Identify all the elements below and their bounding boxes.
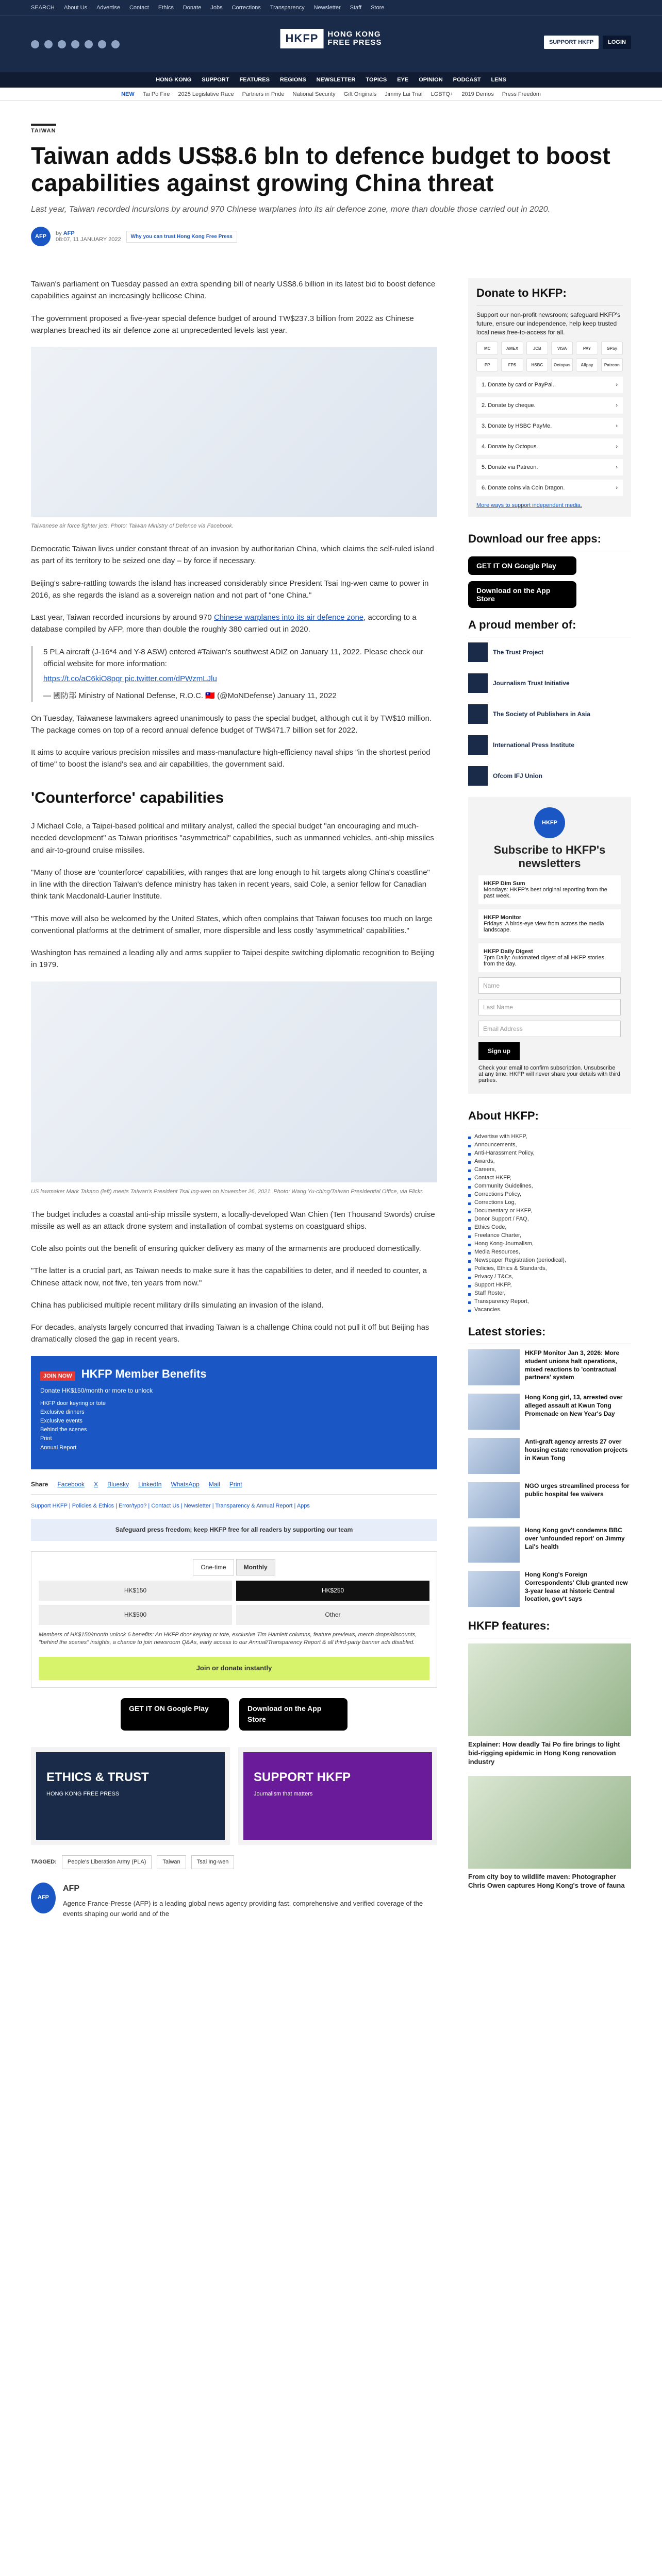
logo-mark: HKFP	[280, 29, 324, 48]
payment-icon: Patreon	[601, 358, 623, 371]
about-link[interactable]: Careers,	[468, 1166, 631, 1173]
about-link[interactable]: Hong Kong-Journalism,	[468, 1241, 631, 1247]
donate-option-label: 5. Donate via Patreon.	[482, 464, 538, 471]
payment-icon: FPS	[501, 358, 523, 371]
embedded-tweet: 5 PLA aircraft (J-16*4 and Y-8 ASW) entered #Taiwan's southwest ADIZ on January 11, 2022. Please check our official website for more information: https://t.co/aC6kiO8pqr pic.twitter.com/dPWzmLJlu — 國防部 Ministry of National Defense, R.O.C. 🇹🇼 (@MoNDefense) January 11, 2022	[31, 646, 437, 702]
features-title: HKFP features:	[468, 1619, 631, 1638]
tag-chip[interactable]: People's Liberation Army (PLA)	[62, 1855, 152, 1869]
tags	[31, 1855, 437, 1869]
member-name: International Press Institute	[493, 741, 575, 749]
donate-option[interactable]	[476, 418, 623, 434]
incursion-link[interactable]: Chinese warplanes into its air defence zone	[213, 613, 364, 622]
benefit-item: Exclusive dinners	[40, 1409, 85, 1416]
benefit-item: HKFP door keyring or tote	[40, 1400, 106, 1407]
app-store-button[interactable]: Download on the App Store	[239, 1698, 347, 1731]
share-x[interactable]: X	[94, 1480, 98, 1488]
nav-item[interactable]: SUPPORT	[202, 77, 229, 83]
story-title: Hong Kong gov't condemns BBC over 'unfounded report' on Jimmy Lai's health	[525, 1527, 625, 1550]
article-header	[31, 124, 631, 246]
benefit-item: Behind the scenes	[40, 1427, 87, 1433]
share-print[interactable]: Print	[229, 1480, 242, 1488]
paragraph: "This move will also be welcomed by the United States, which often complains that Taiwan focuses too much on large conventional platforms at the detriment of smaller, more dispersible and less costly 'asymmetrical' capabilities."	[31, 914, 433, 935]
paragraph: It aims to acquire various precision missiles and mass-manufacture high-efficiency naval ships "in the shortest period of time" to boost the island's sea and air capabilities, the government said.	[31, 748, 431, 769]
amount-option[interactable]: HK$150	[39, 1581, 232, 1601]
member-org[interactable]	[468, 735, 631, 755]
donate-option[interactable]	[476, 438, 623, 455]
share-linkedin[interactable]: LinkedIn	[138, 1480, 162, 1488]
about-link[interactable]: Corrections Log,	[468, 1199, 631, 1206]
member-name: Journalism Trust Initiative	[493, 680, 570, 687]
about-link[interactable]: Contact HKFP,	[468, 1175, 631, 1181]
member-logo	[468, 642, 488, 662]
payment-icon: JCB	[526, 342, 548, 355]
story-title: Hong Kong's Foreign Correspondents' Club granted new 3-year lease at historic Central location, gov't says	[525, 1571, 628, 1603]
donate-box: Donate to HKFP: Support our non-profit newsroom; safeguard HKFP's future, ensure our independence, help keep trusted local news free-to-access for all. MC AMEX JCB VISA PAY GPay PP FPS HSBC Octopus Alipay Patreon 1. Donate by card or PayPal. › 2. Donate by cheque. › 3. Donate by HSBC PayMe. › 4. Donate by Octopus. › 5. Donate via Patreon. › 6. Donate coins via Coin Dragon. › More ways to support independent media.	[468, 278, 631, 517]
paragraph: The government proposed a five-year special defence budget of around TW$237.3 billion from 2022 as Chinese warplanes breached its air defence zone at unprecedented levels last year.	[31, 314, 414, 335]
about-link[interactable]: Anti-Harassment Policy,	[468, 1150, 631, 1156]
site-header	[0, 15, 662, 72]
social-links	[31, 40, 120, 48]
about-link[interactable]: Community Guidelines,	[468, 1183, 631, 1189]
topbar-item[interactable]: Donate	[183, 5, 202, 11]
nav-item[interactable]: FEATURES	[239, 77, 270, 83]
trending-item[interactable]: Gift Originals	[343, 91, 377, 97]
tagged-label: TAGGED:	[31, 1858, 57, 1865]
story-thumb	[468, 1349, 520, 1385]
paragraph: J Michael Cole, a Taipei-based political and military analyst, called the special budget "an encouraging and much-needed development" as Taiwan prioritises "asymmetrical" capabilities, such as unmanned vehicles, anti-ship missiles and air-to-ground cruise missiles.	[31, 822, 434, 855]
story-thumb	[468, 1571, 520, 1607]
nav-item[interactable]: TOPICS	[366, 77, 387, 83]
paragraph: The budget includes a coastal anti-ship missile system, a locally-developed Wan Chien (Ten Thousand Swords) cruise missile as well as an attack drone system and installation of combat systems on coastguard ships.	[31, 1210, 435, 1231]
benefit-item: Annual Report	[40, 1444, 77, 1451]
paragraph: For decades, analysts largely concurred that invading Taiwan is a challenge China could not pull it off but Beijing has dramatically closed the gap in recent years.	[31, 1323, 429, 1344]
about-link[interactable]: Newspaper Registration (periodical),	[468, 1257, 631, 1263]
tweet-link[interactable]: https://t.co/aC6kiO8pqr pic.twitter.com/dPWzmLJlu	[43, 674, 217, 684]
donate-option[interactable]	[476, 480, 623, 496]
paragraph: "The latter is a crucial part, as Taiwan needs to make sure it has the capabilities to deter, and if needed to counter, a Chinese attack now, not five, ten years from now."	[31, 1266, 427, 1287]
about-link[interactable]: Advertise with HKFP,	[468, 1133, 631, 1140]
nav-item[interactable]: OPINION	[419, 77, 443, 83]
paragraph: On Tuesday, Taiwanese lawmakers agreed unanimously to pass the special budget, although cut it by TW$10 million. The package comes on top of a record annual defence budget of TW$471.7 billion set for 2022.	[31, 714, 432, 735]
article-lede: Last year, Taiwan recorded incursions by around 970 Chinese warplanes into its air defence zone, more than double those carried out in 2020.	[31, 205, 551, 214]
trending-item[interactable]: LGBTQ+	[431, 91, 454, 97]
paragraph: Taiwan's parliament on Tuesday passed an extra spending bill of nearly US$8.6 billion in its latest bid to boost defence capabilities against an increasingly bellicose China.	[31, 280, 436, 301]
nav-item[interactable]: NEWSLETTER	[316, 77, 356, 83]
feature-story[interactable]	[468, 1643, 631, 1767]
topbar-item[interactable]: Store	[371, 5, 385, 11]
tag-chip[interactable]: Tsai Ing-wen	[191, 1855, 235, 1869]
donate-option[interactable]	[476, 459, 623, 476]
member-logo	[468, 735, 488, 755]
paragraph: "Many of those are 'counterforce' capabilities, with ranges that are long enough to hit targets along China's coastline" in line with the direction Taiwan's defence ministry has taken in recent years, said Cole, a senior fellow for Canadian think tank Macdonald-Laurier Institute.	[31, 868, 430, 901]
chevron-right-icon: ›	[616, 444, 618, 450]
photo-caption-2: US lawmaker Mark Takano (left) meets Taiwan's President Tsai Ing-wen on November 26, 2021. Photo: Wang Yu-ching/Taiwan Presidential Office, via Flickr.	[31, 1188, 424, 1195]
feature-story[interactable]	[468, 1776, 631, 1890]
donate-option-label: 1. Donate by card or PayPal.	[482, 382, 554, 388]
about-link[interactable]: Corrections Policy,	[468, 1191, 631, 1197]
newsletter-box: HKFP Subscribe to HKFP's newsletters HKFP Dim Sum Mondays: HKFP's best original reporting from the past week. HKFP Monitor Fridays: A birds-eye view from across the media landscape. HKFP Daily Digest 7pm Daily: Automated digest of all HKFP stories from the day. Name Last Name Email Address Sign up Check your email to confirm subscription. Unsubscribe at any time. HKFP will never share your details with third parties.	[468, 797, 631, 1094]
newsletter-name: HKFP Dim Sum	[484, 880, 525, 887]
topbar-item[interactable]: Transparency	[270, 5, 305, 11]
member-logo	[468, 704, 488, 724]
payment-icon: HSBC	[526, 358, 548, 371]
promo-ethics[interactable]: ETHICS & TRUST HONG KONG FREE PRESS	[31, 1747, 230, 1845]
paragraph: Last year, Taiwan recorded incursions by around 970 Chinese warplanes into its air defence zone, according to a database compiled by AFP, more than double the roughly 380 carried out in 2020.	[31, 613, 417, 634]
about-link[interactable]: Support HKFP,	[468, 1282, 631, 1288]
donate-option[interactable]	[476, 397, 623, 414]
feature-title: Explainer: How deadly Tai Po fire brings to light bid-rigging epidemic in Hong Kong renovation industry	[468, 1740, 620, 1766]
feature-thumb	[468, 1776, 631, 1869]
payment-icon: AMEX	[501, 342, 523, 355]
author-name[interactable]: AFP	[63, 230, 75, 237]
chevron-right-icon: ›	[616, 485, 618, 492]
about-link[interactable]: Policies, Ethics & Standards,	[468, 1265, 631, 1272]
latest-story[interactable]	[468, 1438, 631, 1474]
about-link[interactable]: Staff Roster,	[468, 1290, 631, 1296]
about-link[interactable]: Documentary or HKFP,	[468, 1208, 631, 1214]
more-ways-link[interactable]: More ways to support independent media.	[476, 502, 582, 509]
support-button[interactable]: SUPPORT HKFP	[544, 36, 599, 49]
newsletter-name: HKFP Daily Digest	[484, 948, 533, 955]
apps-title: Download our free apps:	[468, 532, 631, 551]
main-nav	[0, 72, 662, 88]
about-link[interactable]: Announcements,	[468, 1142, 631, 1148]
trending-item[interactable]: Tai Po Fire	[142, 91, 170, 97]
author-avatar[interactable]: AFP	[31, 227, 51, 246]
amount-option[interactable]: HK$500	[39, 1605, 232, 1625]
benefit-item: Print	[40, 1435, 52, 1442]
topbar-item[interactable]: Advertise	[96, 5, 120, 11]
about-link[interactable]: Privacy / T&Cs,	[468, 1274, 631, 1280]
paragraph: Cole also points out the benefit of ensuring quicker delivery as many of the armaments are produced domestically.	[31, 1244, 421, 1253]
nav-item[interactable]: PODCAST	[453, 77, 481, 83]
sidebar-app-store[interactable]: Download on the App Store	[468, 581, 576, 608]
member-name: The Society of Publishers in Asia	[493, 710, 590, 718]
new-badge: NEW	[121, 91, 135, 97]
trending-nav	[0, 88, 662, 101]
tag-chip[interactable]: Taiwan	[157, 1855, 186, 1869]
top-bar	[0, 0, 662, 15]
join-donate-button[interactable]: Join or donate instantly	[39, 1657, 429, 1680]
newsletter-desc: Mondays: HKFP's best original reporting from the past week.	[484, 887, 607, 900]
payment-icon: Octopus	[551, 358, 573, 371]
chevron-right-icon: ›	[616, 382, 618, 388]
trending-item[interactable]: 2025 Legislative Race	[178, 91, 234, 97]
share-label: Share	[31, 1480, 48, 1488]
story-title: HKFP Monitor Jan 3, 2026: More student unions halt operations, mixed reactions to 'contractual partners' system	[525, 1349, 620, 1381]
latest-story[interactable]	[468, 1349, 631, 1385]
donate-option-label: 3. Donate by HSBC PayMe.	[482, 423, 552, 430]
section-heading: 'Counterforce' capabilities	[31, 789, 224, 806]
telegram-icon[interactable]	[98, 40, 106, 48]
member-org[interactable]	[468, 673, 631, 693]
payment-icon: GPay	[601, 342, 623, 355]
chevron-right-icon: ›	[616, 464, 618, 471]
paragraph: Beijing's sabre-rattling towards the island has increased considerably since President Tsai Ing-wen came to power in 2016, as she regards the island as a sovereign nation and not part of "one China."	[31, 579, 429, 600]
nav-item[interactable]: LENS	[491, 77, 506, 83]
about-link[interactable]: Freelance Charter,	[468, 1232, 631, 1239]
login-button[interactable]: LOGIN	[603, 36, 631, 49]
donation-tab[interactable]: One-time	[193, 1559, 234, 1576]
donate-title: Donate to HKFP:	[476, 286, 623, 306]
article-photo	[31, 347, 437, 517]
about-title: About HKFP:	[468, 1109, 631, 1128]
footer-links[interactable]: Support HKFP | Policies & Ethics | Error/typo? | Contact Us | Newsletter | Transparency & Annual Report | Apps	[31, 1503, 310, 1510]
story-thumb	[468, 1394, 520, 1430]
amount-option[interactable]: Other	[236, 1605, 429, 1625]
logo-text: HONG KONG FREE PRESS	[327, 29, 382, 47]
member-benefits-banner[interactable]: JOIN NOW HKFP Member Benefits Donate HK$150/month or more to unlock HKFP door keyring or tote Exclusive dinners Exclusive events Behind the scenes Print Annual Report	[31, 1356, 437, 1469]
article-body	[31, 278, 437, 1929]
payment-icon: MC	[476, 342, 498, 355]
safeguard-banner: Safeguard press freedom; keep HKFP free for all readers by supporting our team	[31, 1519, 437, 1541]
topbar-item[interactable]: Jobs	[210, 5, 223, 11]
about-link[interactable]: Awards,	[468, 1158, 631, 1164]
youtube-icon[interactable]	[71, 40, 79, 48]
about-link[interactable]: Vacancies.	[468, 1307, 631, 1313]
story-title: Hong Kong girl, 13, arrested over alleged assault at Kwun Tong Promenade on New Year's Day	[525, 1394, 623, 1417]
trending-item[interactable]: Partners in Pride	[242, 91, 285, 97]
author-bio: AFP AFP Agence France-Presse (AFP) is a leading global news agency providing fast, comprehensive and verified coverage of the events shaping our world and of the	[31, 1883, 437, 1929]
newsletter-option[interactable]	[478, 909, 621, 938]
donation-tab[interactable]: Monthly	[236, 1559, 275, 1576]
donate-option-label: 2. Donate by cheque.	[482, 402, 536, 409]
payment-icon: VISA	[551, 342, 573, 355]
member-name: The Trust Project	[493, 649, 544, 656]
story-title: Anti-graft agency arrests 27 over housing estate renovation projects in Kwun Tong	[525, 1438, 628, 1462]
story-thumb	[468, 1527, 520, 1563]
signup-field[interactable]: Email Address	[478, 1021, 621, 1037]
feature-title: From city boy to wildlife maven: Photographer Chris Owen captures Hong Kong's trove of fauna	[468, 1873, 625, 1889]
member-logo	[468, 766, 488, 786]
latest-title: Latest stories:	[468, 1325, 631, 1344]
share-mail[interactable]: Mail	[208, 1480, 220, 1488]
latest-story[interactable]	[468, 1394, 631, 1430]
payment-icon: PAY	[576, 342, 598, 355]
topbar-item[interactable]: Ethics	[158, 5, 174, 11]
linkedin-icon[interactable]	[85, 40, 93, 48]
latest-story[interactable]	[468, 1527, 631, 1563]
signup-field[interactable]: Last Name	[478, 999, 621, 1015]
x-icon[interactable]	[44, 40, 53, 48]
section-tag[interactable]: TAIWAN	[31, 124, 56, 134]
topbar-item[interactable]: Staff	[350, 5, 362, 11]
member-org[interactable]	[468, 642, 631, 662]
about-link[interactable]: Ethics Code,	[468, 1224, 631, 1230]
amount-option[interactable]: HK$250	[236, 1581, 429, 1601]
sidebar-google-play[interactable]: GET IT ON Google Play	[468, 556, 576, 575]
feature-thumb	[468, 1643, 631, 1736]
trending-item[interactable]: Jimmy Lai Trial	[385, 91, 423, 97]
topbar-item[interactable]: SEARCH	[31, 5, 55, 11]
member-org[interactable]	[468, 766, 631, 786]
paragraph: Democratic Taiwan lives under constant threat of an invasion by authoritarian China, which claims the self-ruled island as part of its territory to be seized one day – by force if necessary.	[31, 545, 434, 566]
newsletter-option[interactable]	[478, 875, 621, 904]
site-logo[interactable]	[280, 29, 382, 48]
nav-item[interactable]: HONG KONG	[156, 77, 192, 83]
latest-story[interactable]	[468, 1571, 631, 1607]
trust-link[interactable]: Why you can trust Hong Kong Free Press	[126, 231, 237, 243]
article-title: Taiwan adds US$8.6 bln to defence budget to boost capabilities against growing China threat	[31, 142, 610, 196]
newsletter-name: HKFP Monitor	[484, 914, 522, 921]
publish-date: 08:07, 11 JANUARY 2022	[56, 236, 121, 243]
share-facebook[interactable]: Facebook	[57, 1480, 85, 1488]
google-play-button[interactable]: GET IT ON Google Play	[121, 1698, 229, 1731]
payment-icon: Alipay	[576, 358, 598, 371]
chevron-right-icon: ›	[616, 402, 618, 409]
photo-caption: Taiwanese air force fighter jets. Photo: Taiwan Ministry of Defence via Facebook.	[31, 523, 234, 529]
sidebar	[468, 278, 631, 1900]
donate-option-label: 6. Donate coins via Coin Dragon.	[482, 485, 565, 492]
paragraph: Washington has remained a leading ally and arms supplier to Taipei despite switching diplomatic recognition to Beijing in 1979.	[31, 948, 435, 970]
members-title: A proud member of:	[468, 618, 631, 637]
topbar-item[interactable]: About Us	[63, 5, 88, 11]
facebook-icon[interactable]	[31, 40, 39, 48]
donate-option[interactable]	[476, 377, 623, 393]
article-photo-2	[31, 981, 437, 1182]
chevron-right-icon: ›	[616, 423, 618, 430]
donation-widget: One-time Monthly HK$150 HK$250 HK$500 Other Members of HK$150/month unlock 6 benefits: An HKFP door keyring or tote, exclusive Tim Hamlett columns, feature previews, merch drops/discounts, "behind the scenes" insights, a chance to join newsroom Q&As, early access to our Annual/Transparency Report & all third-party banner ads disabled. Join or donate instantly	[31, 1551, 437, 1688]
member-org[interactable]	[468, 704, 631, 724]
signup-button[interactable]: Sign up	[478, 1042, 520, 1060]
member-logo	[468, 673, 488, 693]
topbar-item[interactable]: Contact	[129, 5, 149, 11]
promo-support[interactable]: SUPPORT HKFP Journalism that matters	[238, 1747, 437, 1845]
share-whatsapp[interactable]: WhatsApp	[171, 1480, 200, 1488]
trending-item[interactable]: National Security	[292, 91, 336, 97]
newsletter-option[interactable]	[478, 943, 621, 972]
share-bluesky[interactable]: Bluesky	[107, 1480, 129, 1488]
story-title: NGO urges streamlined process for public hospital fee waivers	[525, 1482, 630, 1498]
about-link[interactable]: Media Resources,	[468, 1249, 631, 1255]
member-name: Ofcom IFJ Union	[493, 772, 542, 780]
story-thumb	[468, 1438, 520, 1474]
paragraph: China has publicised multiple recent military drills simulating an invasion of the island.	[31, 1300, 324, 1310]
about-link[interactable]: Donor Support / FAQ,	[468, 1216, 631, 1222]
trending-item[interactable]: 2019 Demos	[461, 91, 494, 97]
payment-icon: PP	[476, 358, 498, 371]
instagram-icon[interactable]	[58, 40, 66, 48]
newsletter-desc: Fridays: A birds-eye view from across the media landscape.	[484, 921, 604, 934]
latest-story[interactable]	[468, 1482, 631, 1518]
topbar-item[interactable]: Corrections	[231, 5, 261, 11]
story-thumb	[468, 1482, 520, 1518]
share-bar	[31, 1480, 437, 1495]
newsletter-desc: 7pm Daily: Automated digest of all HKFP stories from the day.	[484, 955, 604, 968]
byline: AFP by AFP 08:07, 11 JANUARY 2022 Why you can trust Hong Kong Free Press	[31, 227, 631, 246]
donate-option-label: 4. Donate by Octopus.	[482, 444, 538, 450]
trending-item[interactable]: Press Freedom	[502, 91, 541, 97]
about-link[interactable]: Transparency Report,	[468, 1298, 631, 1304]
threads-icon[interactable]	[111, 40, 120, 48]
signup-field[interactable]: Name	[478, 977, 621, 994]
nav-item[interactable]: EYE	[397, 77, 409, 83]
benefit-item: Exclusive events	[40, 1418, 82, 1425]
topbar-item[interactable]: Newsletter	[313, 5, 341, 11]
nav-item[interactable]: REGIONS	[279, 77, 306, 83]
